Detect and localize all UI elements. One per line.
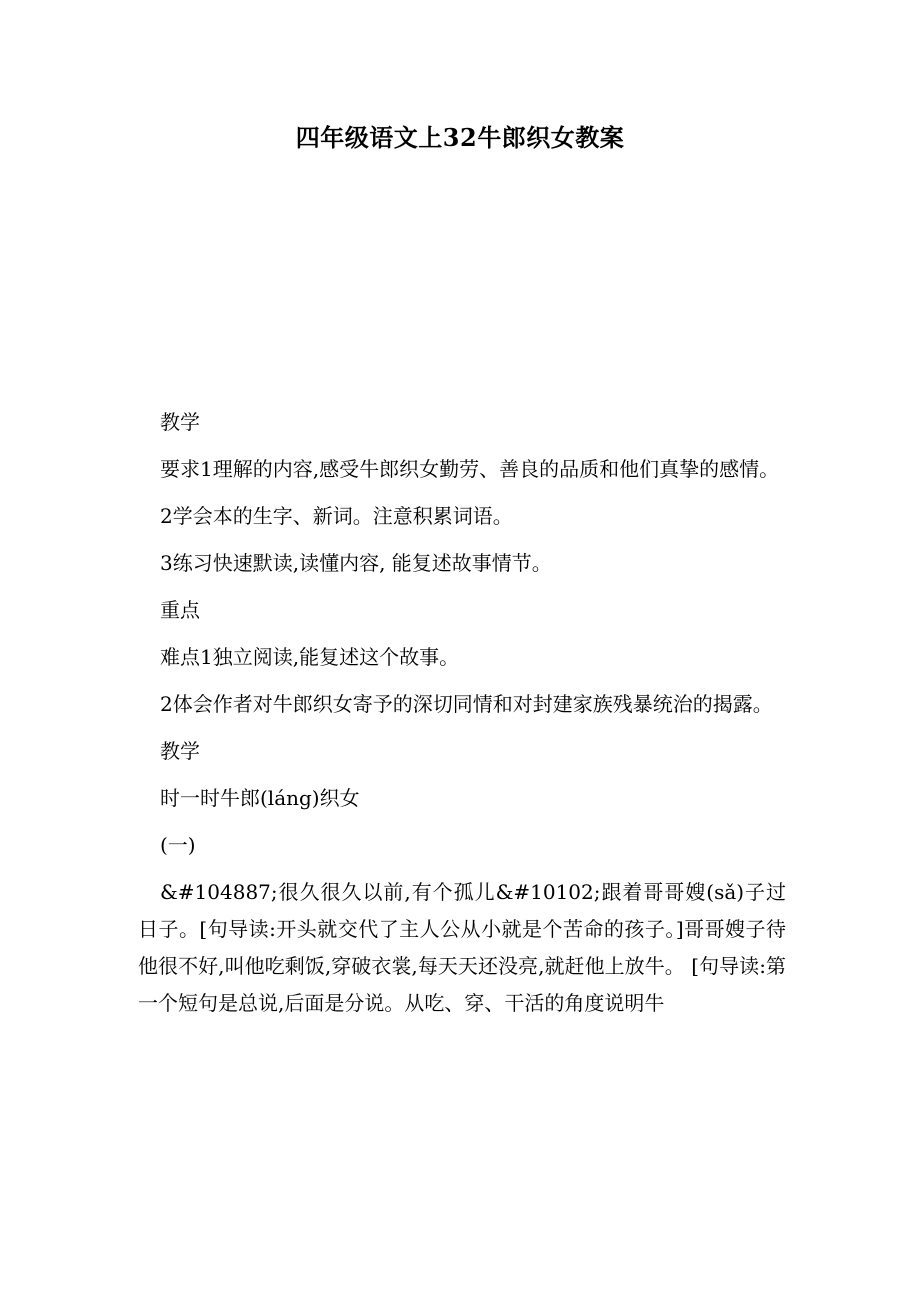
paragraph-teaching-heading: 教学 — [160, 410, 200, 434]
paragraph-lesson-title: 时一时牛郎(láng)织女 — [160, 786, 360, 810]
paragraph-requirement-3: 3练习快速默读,读懂内容, 能复述故事情节。 — [160, 551, 552, 575]
paragraph-requirement-1: 要求1理解的内容,感受牛郎织女勤劳、善良的品质和他们真挚的感情。 — [160, 457, 780, 481]
paragraph-key-points-heading: 重点 — [160, 598, 200, 622]
document-body — [138, 404, 786, 1032]
paragraph-story-text: &#104887;很久很久以前,有个孤儿&#10102;跟着哥哥嫂(sǎ)子过日子。[句导读:开头就交代了主人公从小就是个苦命的孩子。]哥哥嫂子待他很不好,叫他吃剩饭,穿破衣裳,每天天还没亮,就赶他上放牛。 [句导读:第一个短句是总说,后面是分说。从吃、穿、干活的角度说明牛 — [138, 880, 786, 1015]
paragraph-section-one: (一) — [160, 833, 196, 857]
document-title: 四年级语文上32牛郎织女教案 — [295, 123, 625, 152]
paragraph-difficulty-1: 难点1独立阅读,能复述这个故事。 — [160, 645, 460, 669]
paragraph-requirement-2: 2学会本的生字、新词。注意积累词语。 — [160, 504, 513, 528]
paragraph-difficulty-2: 2体会作者对牛郎织女寄予的深切同情和对封建家族残暴统治的揭露。 — [160, 692, 773, 716]
paragraph-teaching-heading-2: 教学 — [160, 739, 200, 763]
